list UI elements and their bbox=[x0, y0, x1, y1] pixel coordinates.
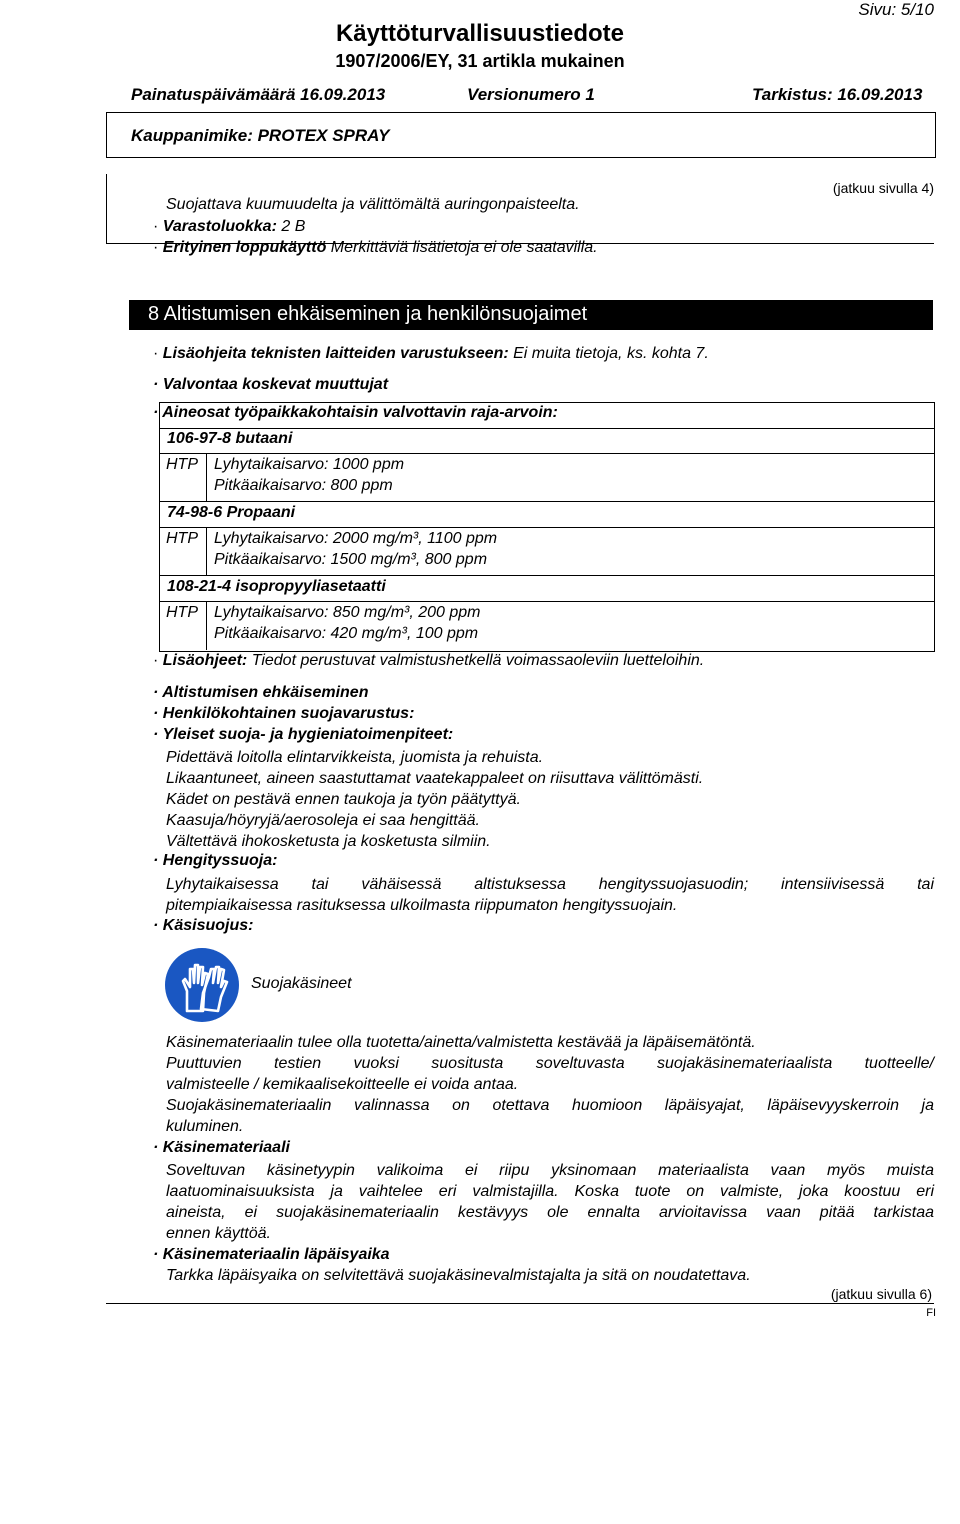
text-line: ennen käyttöä. bbox=[166, 1225, 271, 1242]
glove-material-text-block bbox=[166, 1160, 934, 1244]
document-subtitle: 1907/2006/EY, 31 artikla mukainen bbox=[335, 51, 625, 71]
additional-info-value: Tiedot perustuvat valmistushetkellä voimassaoleviin luetteloihin. bbox=[247, 652, 705, 669]
tech-equipment-label: Lisäohjeita teknisten laitteiden varustukseen: bbox=[162, 345, 509, 362]
glove-material-heading: · Käsinemateriaali bbox=[153, 1139, 290, 1156]
substance-name: 74-98-6 Propaani bbox=[167, 504, 296, 521]
storage-class-label: Varastoluokka: bbox=[162, 218, 277, 235]
limits-heading: · Aineosat työpaikkakohtaisin valvottavin raja-arvoin: bbox=[153, 404, 558, 421]
text-line: kuluminen. bbox=[166, 1118, 244, 1135]
substance-short-limit: Lyhytaikaisarvo: 850 mg/m³, 200 ppm bbox=[214, 604, 481, 621]
row-divider bbox=[159, 453, 934, 454]
substance-long-limit: Pitkäaikaisarvo: 1500 mg/m³, 800 ppm bbox=[214, 551, 488, 568]
additional-info-label: Lisäohjeet: bbox=[162, 652, 248, 669]
list-item: Kädet on pestävä ennen taukoja ja työn päätyttyä. bbox=[166, 791, 521, 808]
list-item: Kaasuja/höyryjä/aerosoleja ei saa hengittää. bbox=[166, 812, 480, 829]
substance-limit-type: HTP bbox=[166, 530, 198, 547]
text-line: aineista, ei suojakäsinemateriaalin kestävyys ole ennalta arvioitavissa vaan pitää tarkistaa bbox=[166, 1204, 934, 1221]
row-column-divider bbox=[206, 453, 207, 501]
tech-equipment-value: Ei muita tietoja, ks. kohta 7. bbox=[508, 345, 709, 362]
page-number: Sivu: 5/10 bbox=[858, 0, 934, 19]
text-line: Lyhytaikaisessa tai vähäisessä altistuksessa hengityssuojasuodin; intensiivisessä tai bbox=[166, 876, 934, 893]
row-column-divider bbox=[206, 527, 207, 575]
respiratory-heading: · Hengityssuoja: bbox=[153, 852, 278, 869]
row-divider bbox=[159, 501, 934, 502]
control-parameters: · Valvontaa koskevat muuttujat bbox=[153, 376, 389, 393]
continued-to: (jatkuu sivulla 6) bbox=[830, 1286, 932, 1302]
general-measures-list bbox=[166, 747, 703, 852]
breakthrough-text: Tarkka läpäisyaika on selvitettävä suojakäsinevalmistajalta ja sitä on noudatettava. bbox=[166, 1267, 751, 1284]
limits-heading-text: Aineosat työpaikkakohtaisin valvottavin raja-arvoin: bbox=[162, 404, 558, 421]
text-line: pitempiaikaisessa rasituksessa ulkoilmasta riippumaton hengityssuojain. bbox=[166, 897, 678, 914]
version-number: Versionumero 1 bbox=[467, 85, 595, 104]
section-8-title: 8 Altistumisen ehkäiseminen ja henkilönsuojaimet bbox=[148, 303, 588, 325]
substance-long-limit: Pitkäaikaisarvo: 420 mg/m³, 100 ppm bbox=[214, 625, 479, 642]
storage-class: · Varastoluokka: 2 B bbox=[153, 218, 306, 235]
ppe-heading-text: Henkilökohtainen suojavarustus: bbox=[162, 705, 415, 722]
respiratory-heading-text: Hengityssuoja: bbox=[162, 852, 278, 869]
language-code: FI bbox=[926, 1307, 936, 1319]
substance-short-limit: Lyhytaikaisarvo: 2000 mg/m³, 1100 ppm bbox=[214, 530, 498, 547]
additional-info: · Lisäohjeet: Tiedot perustuvat valmistushetkellä voimassaoleviin luetteloihin. bbox=[153, 652, 705, 669]
trade-name: Kauppanimike: PROTEX SPRAY bbox=[131, 126, 390, 145]
exposure-controls-text: Altistumisen ehkäiseminen bbox=[162, 684, 369, 701]
trade-name-box bbox=[106, 112, 936, 158]
text-line: Käsinemateriaalin tulee olla tuotetta/ainetta/valmistetta kestävää ja läpäisemätöntä. bbox=[166, 1034, 756, 1051]
row-column-divider bbox=[206, 601, 207, 650]
control-parameters-text: Valvontaa koskevat muuttujat bbox=[162, 376, 389, 393]
list-item: Pidettävä loitolla elintarvikkeista, juomista ja rehuista. bbox=[166, 749, 544, 766]
text-line: Soveltuvan käsinetyypin valikoima ei riipu yksinomaan materiaalista vaan myös muista bbox=[166, 1162, 934, 1179]
text-line: Puuttuvien testien vuoksi suositusta soveltuvasta suojakäsinemateriaalista tuotteelle/ bbox=[166, 1055, 934, 1072]
text-line: valmisteelle / kemikaalisekoitteelle ei voida antaa. bbox=[166, 1076, 519, 1093]
glove-material-text: Käsinemateriaali bbox=[162, 1139, 290, 1156]
exposure-controls: · Altistumisen ehkäiseminen bbox=[153, 684, 369, 701]
substance-long-limit: Pitkäaikaisarvo: 800 ppm bbox=[214, 477, 393, 494]
breakthrough-heading: · Käsinemateriaalin läpäisyaika bbox=[153, 1246, 390, 1263]
breakthrough-heading-text: Käsinemateriaalin läpäisyaika bbox=[162, 1246, 390, 1263]
glove-caption: Suojakäsineet bbox=[251, 975, 352, 992]
substance-name: 106-97-8 butaani bbox=[167, 430, 293, 447]
frame-bottom-line bbox=[106, 1303, 934, 1304]
revision-date: Tarkistus: 16.09.2013 bbox=[752, 85, 923, 104]
row-divider bbox=[159, 601, 934, 602]
continued-from: (jatkuu sivulla 4) bbox=[832, 180, 934, 196]
hand-protection-heading: · Käsisuojus: bbox=[153, 917, 254, 934]
section-8-header bbox=[129, 300, 933, 330]
hand-protection-text: Käsisuojus: bbox=[162, 917, 254, 934]
limits-table-divider bbox=[159, 428, 934, 429]
gloves-mandatory-icon bbox=[163, 947, 241, 1023]
hand-protection-text-block bbox=[166, 1032, 934, 1137]
row-divider bbox=[159, 527, 934, 528]
list-item: Vältettävä ihokosketusta ja kosketusta silmiin. bbox=[166, 833, 491, 850]
ppe-heading: · Henkilökohtainen suojavarustus: bbox=[153, 705, 415, 722]
general-measures-text: Yleiset suoja- ja hygieniatoimenpiteet: bbox=[162, 726, 454, 743]
document-title: Käyttöturvallisuustiedote bbox=[335, 20, 625, 47]
text-line: Suojakäsinemateriaalin valinnassa on otettava huomioon läpäisyajat, läpäisevyyskerroin ja bbox=[166, 1097, 934, 1114]
end-use: · Erityinen loppukäyttö Merkittäviä lisätietoja ei ole saatavilla. bbox=[153, 239, 598, 256]
end-use-value: Merkittäviä lisätietoja ei ole saatavilla. bbox=[326, 239, 598, 256]
tech-equipment: · Lisäohjeita teknisten laitteiden varustukseen: Ei muita tietoja, ks. kohta 7. bbox=[153, 345, 709, 362]
substance-name: 108-21-4 isopropyyliasetaatti bbox=[167, 578, 386, 595]
substance-limit-type: HTP bbox=[166, 604, 198, 621]
substance-short-limit: Lyhytaikaisarvo: 1000 ppm bbox=[214, 456, 405, 473]
respiratory-text bbox=[166, 874, 934, 916]
storage-heat-note: Suojattava kuumuudelta ja välittömältä auringonpaisteelta. bbox=[166, 196, 580, 213]
end-use-label: Erityinen loppukäyttö bbox=[162, 239, 327, 256]
general-measures-heading: · Yleiset suoja- ja hygieniatoimenpiteet: bbox=[153, 726, 454, 743]
print-date: Painatuspäivämäärä 16.09.2013 bbox=[131, 85, 386, 104]
storage-class-value: 2 B bbox=[276, 218, 306, 235]
row-divider bbox=[159, 575, 934, 576]
list-item: Likaantuneet, aineen saastuttamat vaatekappaleet on riisuttava välittömästi. bbox=[166, 770, 704, 787]
frame-left bbox=[106, 174, 107, 244]
substance-limit-type: HTP bbox=[166, 456, 198, 473]
text-line: laatuominaisuuksista ja vaihtelee eri valmistajilla. Koska tuote on valmiste, joka koostuu eri bbox=[166, 1183, 934, 1200]
